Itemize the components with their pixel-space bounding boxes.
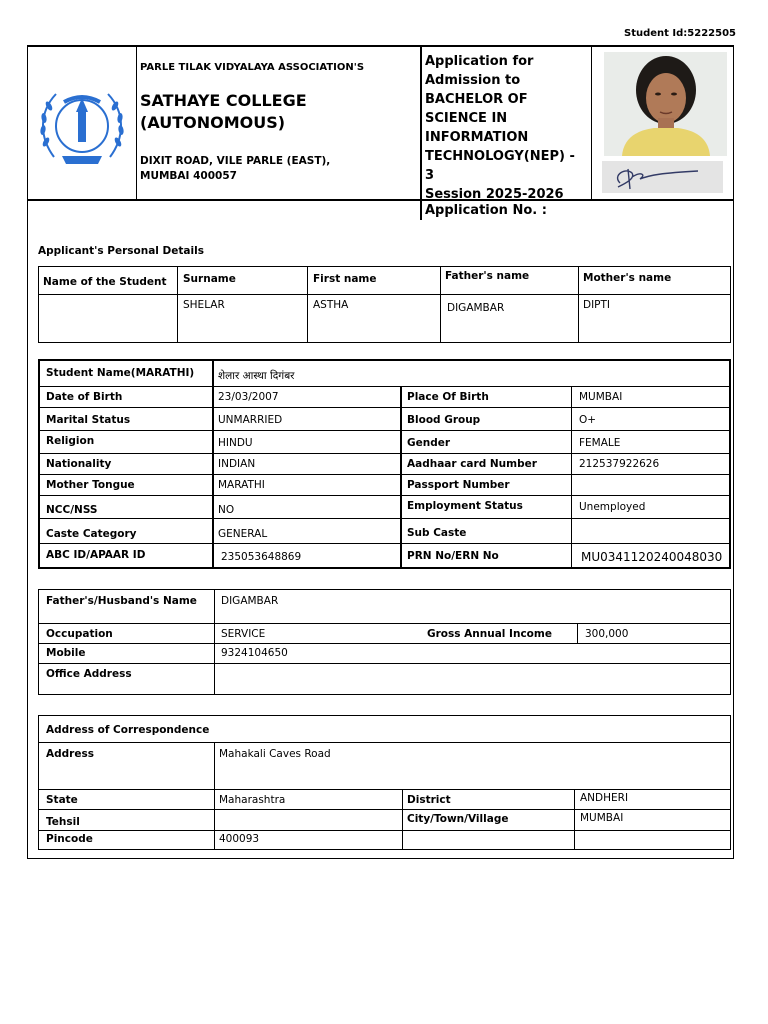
college-name: [140, 90, 307, 134]
passport-label: Passport Number: [407, 479, 510, 491]
app-line-3: BACHELOR OF: [425, 92, 528, 107]
nationality-label: Nationality: [46, 458, 112, 470]
name-col-4: [578, 266, 579, 343]
address-row-4: [38, 830, 731, 831]
nationality-value: INDIAN: [218, 458, 256, 470]
app-line-5: INFORMATION: [425, 130, 529, 145]
pob-label: Place Of Birth: [407, 391, 489, 403]
session: Session 2025-2026: [425, 187, 564, 202]
abc-id-label: ABC ID/APAAR ID: [46, 549, 146, 561]
employment-label: Employment Status: [407, 500, 523, 512]
subcaste-label: Sub Caste: [407, 527, 467, 539]
header-divider-3: [591, 45, 592, 200]
caste-value: GENERAL: [218, 528, 268, 540]
mobile-value: 9324104650: [221, 647, 288, 659]
marital-label: Marital Status: [46, 414, 131, 426]
address-section-title: Address of Correspondence: [46, 724, 210, 736]
father-row-3: [38, 663, 731, 664]
state-value: Maharashtra: [219, 794, 286, 806]
app-line-4: SCIENCE IN: [425, 111, 508, 126]
association-name: PARLE TILAK VIDYALAYA ASSOCIATION'S: [140, 62, 365, 73]
header-divider-2: [420, 45, 422, 220]
name-table-divider: [38, 294, 731, 295]
pob-value: MUMBAI: [579, 391, 623, 403]
student-id: Student Id:5222505: [624, 28, 737, 39]
college-name-line2: (AUTONOMOUS): [140, 113, 286, 132]
income-divider: [577, 623, 578, 643]
details-row-3: [38, 430, 731, 431]
details-row-2: [38, 407, 731, 408]
father-husband-label: Father's/Husband's Name: [46, 595, 197, 607]
mobile-label: Mobile: [46, 647, 86, 659]
details-col-3: [571, 386, 572, 569]
ncc-label: NCC/NSS: [46, 504, 98, 516]
header-divider-1: [136, 45, 137, 200]
religion-value: HINDU: [218, 437, 253, 449]
father-col-1: [214, 589, 215, 695]
aadhaar-label: Aadhaar card Number: [407, 458, 537, 470]
district-label: District: [407, 794, 451, 806]
name-col-3: [440, 266, 441, 343]
blood-label: Blood Group: [407, 414, 481, 426]
firstname-value: ASTHA: [313, 299, 349, 311]
surname-value: SHELAR: [183, 299, 225, 311]
application-title: [425, 52, 575, 204]
gender-label: Gender: [407, 437, 451, 449]
father-row-1: [38, 623, 731, 624]
prn-label: PRN No/ERN No: [407, 550, 499, 562]
aadhaar-value: 212537922626: [579, 458, 660, 470]
dob-label: Date of Birth: [46, 391, 123, 403]
name-col-1: [177, 266, 178, 343]
app-line-1: Application for: [425, 54, 534, 69]
college-address: [140, 154, 330, 184]
pincode-value: 400093: [219, 833, 260, 845]
app-line-2: Admission to: [425, 73, 521, 88]
pincode-label: Pincode: [46, 833, 93, 845]
mother-name-label: Mother's name: [583, 272, 672, 284]
name-col-2: [307, 266, 308, 343]
marathi-name-value: शेलार आस्था दिगंबर: [218, 370, 295, 382]
marathi-name-label: Student Name(MARATHI): [46, 367, 195, 379]
application-no: Application No. :: [425, 203, 547, 218]
father-husband-value: DIGAMBAR: [221, 595, 279, 607]
college-address-line2: MUMBAI 400057: [140, 170, 237, 182]
religion-label: Religion: [46, 435, 95, 447]
district-value: ANDHERI: [580, 792, 629, 804]
prn-value: MU0341120240048030: [581, 550, 723, 564]
firstname-label: First name: [313, 273, 377, 285]
details-row-5: [38, 474, 731, 475]
student-photo: [604, 52, 727, 156]
header-top-line: [27, 45, 734, 47]
father-name-label: Father's name: [445, 270, 530, 282]
income-value: 300,000: [585, 628, 629, 640]
address-row-2: [38, 789, 731, 790]
signature-image: [602, 161, 723, 193]
address-value: Mahakali Caves Road: [219, 748, 331, 760]
college-name-line1: SATHAYE COLLEGE: [140, 91, 307, 110]
address-col-1: [214, 742, 215, 850]
app-line-7: 3: [425, 168, 435, 183]
details-row-7: [38, 518, 731, 519]
details-row-4: [38, 453, 731, 454]
father-row-2: [38, 643, 731, 644]
caste-label: Caste Category: [46, 528, 137, 540]
address-label: Address: [46, 748, 94, 760]
header-bottom-line: [27, 199, 734, 201]
address-col-3: [574, 789, 575, 850]
abc-id-value: 235053648869: [221, 551, 302, 563]
details-row-8: [38, 543, 731, 544]
employment-value: Unemployed: [579, 501, 646, 513]
mother-tongue-label: Mother Tongue: [46, 479, 135, 491]
details-col-2: [400, 386, 402, 569]
tehsil-label: Tehsil: [46, 816, 80, 828]
personal-section-title: Applicant's Personal Details: [38, 245, 204, 257]
gender-value: FEMALE: [579, 437, 621, 449]
state-label: State: [46, 794, 78, 806]
city-value: MUMBAI: [580, 812, 624, 824]
address-col-2: [402, 789, 403, 850]
marital-value: UNMARRIED: [218, 414, 283, 426]
details-row-1: [38, 386, 731, 387]
details-row-6: [38, 495, 731, 496]
app-line-6: TECHNOLOGY(NEP) -: [425, 149, 575, 164]
dob-value: 23/03/2007: [218, 391, 279, 403]
college-logo: [34, 82, 130, 168]
surname-label: Surname: [183, 273, 236, 285]
mother-name-value: DIPTI: [583, 299, 611, 311]
father-name-value: DIGAMBAR: [447, 302, 505, 314]
ncc-value: NO: [218, 504, 235, 516]
income-label: Gross Annual Income: [427, 628, 552, 640]
occupation-label: Occupation: [46, 628, 113, 640]
address-row-1: [38, 742, 731, 743]
name-of-student-label: Name of the Student: [43, 276, 167, 288]
blood-value: O+: [579, 414, 597, 426]
occupation-value: SERVICE: [221, 628, 266, 640]
address-row-3: [38, 809, 731, 810]
college-address-line1: DIXIT ROAD, VILE PARLE (EAST),: [140, 155, 331, 167]
details-col-1: [212, 359, 214, 569]
city-label: City/Town/Village: [407, 813, 509, 825]
office-address-label: Office Address: [46, 668, 132, 680]
mother-tongue-value: MARATHI: [218, 479, 265, 491]
